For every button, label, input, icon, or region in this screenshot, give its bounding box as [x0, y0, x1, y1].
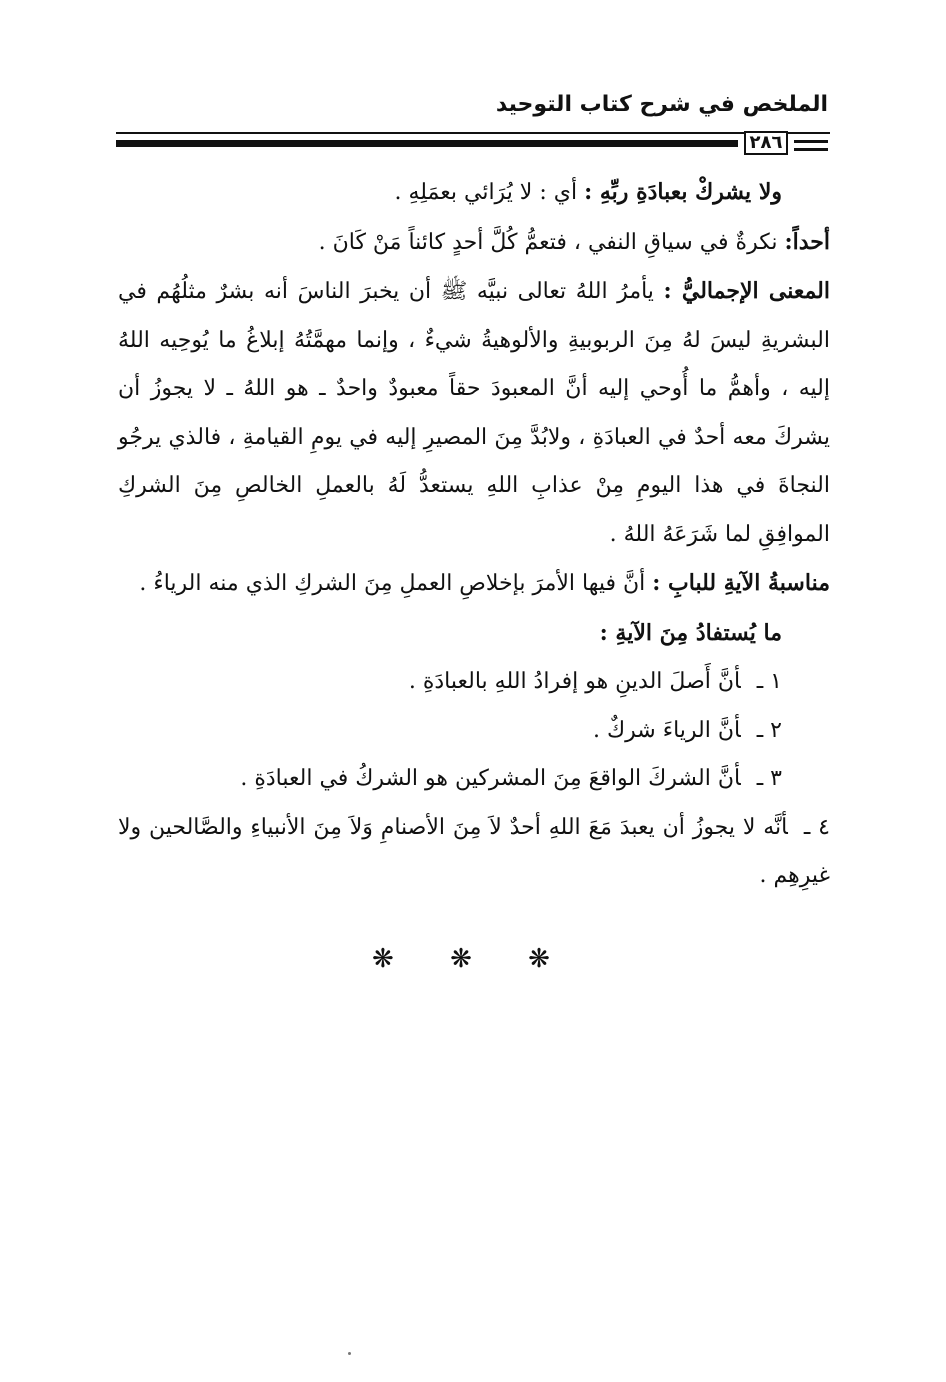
- term-explanation: يأمرُ اللهُ تعالى نبيَّه ﷺ أن يخبرَ الناسَ أنه بشرٌ مثلُهُم في البشريةِ ليسَ لهُ مِنَ الربوبيةِ والألوهيةُ شيءٌ ، وإنما مهمَّتُهُ إبلاغُ ما يُوحِيه اللهُ إليه ، وأهمُّ ما أُوحي إليه أنَّ المعبودَ حقاً معبودٌ واحدٌ ـ هو اللهُ ـ لا يجوزُ أن يشركَ معه أحدٌ في العبادَةِ ، ولابُدَّ مِنَ المصيرِ إليه في يومِ القيامةِ ، فالذي يرجُو النجاةَ في هذا اليومِ مِنْ عذابِ اللهِ يستعدُّ لَهُ بالعملِ الخالصِ مِنَ الشركِ الموافِقِ لما شَرَعَهُ اللهُ .: [118, 279, 830, 547]
- term-label: المعنى الإجماليُّ :: [663, 278, 830, 304]
- scan-speck: [348, 1352, 351, 1355]
- term-explanation: نكرةٌ في سياقِ النفي ، فتعمُّ كُلَّ أحدٍ كائناً مَنْ كَانَ .: [318, 229, 785, 255]
- section-separator: ❋ ❋ ❋: [372, 944, 574, 974]
- benefit-text: أنَّه لا يجوزُ أن يعبدَ مَعَ اللهِ أحدٌ لاَ مِنَ الأصنامِ وَلاَ مِنَ الأنبياءِ والصَّالحين ولا غيرِهِم .: [118, 814, 830, 888]
- term-explanation: أنَّ فيها الأمرَ بإخلاصِ العملِ مِنَ الشركِ الذي منه الرياءُ .: [139, 571, 653, 596]
- benefit-number: ٤ ـ: [803, 814, 830, 840]
- benefit-number: ١ ـ: [756, 669, 782, 694]
- main-text: [118, 168, 830, 901]
- benefits-heading: ما يُستفادُ مِنَ الآيةِ :: [599, 619, 782, 646]
- paragraph-shirk-definition: [118, 168, 830, 218]
- benefit-number: ٢ ـ: [756, 717, 782, 743]
- benefit-item: [118, 755, 830, 804]
- paragraph-general-meaning: [118, 267, 830, 559]
- paragraph-relevance: [118, 559, 830, 609]
- benefit-text: أنَّ الرياءَ شركٌ .: [593, 717, 741, 743]
- term-label: ولا يشركْ بعبادَةِ ربِّهِ :: [584, 179, 782, 205]
- benefit-item: [118, 804, 830, 901]
- paragraph-ahad-definition: [118, 218, 830, 268]
- benefit-number: ٣ ـ: [756, 766, 782, 791]
- header-rule-thin: [116, 132, 830, 134]
- benefit-text: أنَّ أَصلَ الدينِ هو إفرادُ اللهِ بالعبادَةِ .: [408, 669, 741, 694]
- term-label: أحداً:: [784, 228, 830, 255]
- benefit-text: أنَّ الشركَ الواقعَ مِنَ المشركين هو الشركُ في العبادَةِ .: [240, 766, 741, 791]
- page-number: ٢٨٦: [744, 131, 788, 155]
- benefit-item: [118, 658, 830, 707]
- header-rule-thick: [116, 140, 738, 147]
- term-label: مناسبةُ الآيةِ للبابِ :: [652, 570, 830, 596]
- benefit-item: [118, 707, 830, 756]
- term-explanation: أي : لا يُرَائي بعمَلِهِ .: [394, 180, 585, 205]
- running-title: الملخص في شرح كتاب التوحيد: [495, 92, 828, 117]
- header-rule-right-bottom: [794, 148, 828, 151]
- header-rule-right-top: [794, 140, 828, 143]
